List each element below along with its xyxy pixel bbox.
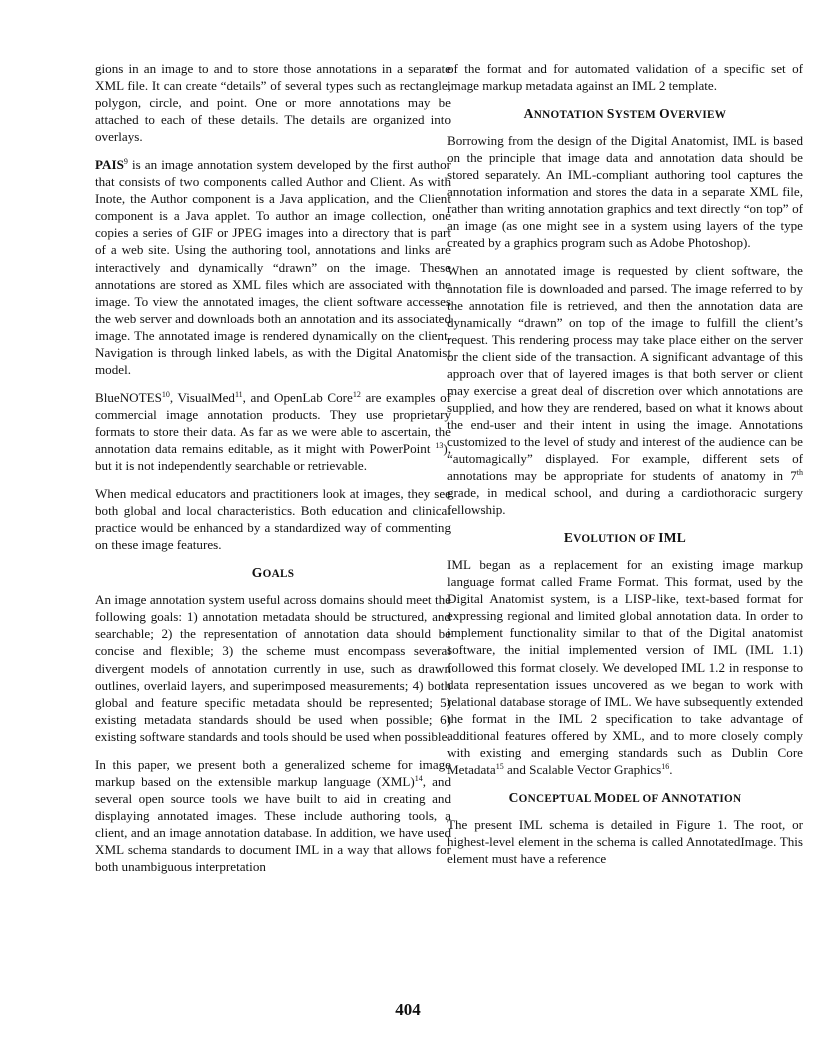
citation: 12: [352, 389, 361, 399]
paragraph: When an annotated image is requested by client software, the annotation file is downloaded and parsed. The image referred to by the annotation file is retrieved, and then the annotation data are dynamically “drawn” on top of the image to fulfill the client’s request. This rendering process may take place either on the server or the client side of the transaction. A significant advantage of this approach over that of layered images is that both server or client may exercise a great deal of discretion over which annotations are supplied, and how they are rendered, based on what it knows about the end-user and their intent in using the image. Annotations customized to the level of study and interest of the audience can be “automagically” displayed. For example, different sets of annotations may be appropriate for students of anatomy in 7th grade, in medical school, and during a cardiothoracic surgery fellowship.: [447, 263, 803, 518]
section-heading-evolution-of-iml: EVOLUTION OF IML: [563, 530, 687, 546]
citation: 13: [435, 440, 444, 450]
paragraph-goals: An image annotation system useful across domains should meet the following goals: 1) annotation metadata should be structured, and searchable; 2) the representation of annotation data should be concise and flexible; 3) the scheme must encompass several divergent models of annotation currently in use, such as drawn outlines, overlaid layers, and superimposed measurements; 4) both global and feature specific metadata should be represented; 5) existing metadata standards should be used when possible; 6) existing software standards and tools should be used when possible.: [95, 592, 451, 744]
paragraph: When medical educators and practitioners look at images, they see both global and local characteristics. Both education and clinical practice would be enhanced by a standardized way of commenting on these image features.: [95, 486, 451, 553]
superscript: th: [796, 468, 803, 478]
section-heading-conceptual-model: CONCEPTUAL MODEL OF ANNOTATION: [508, 789, 742, 805]
paragraph: The present IML schema is detailed in Figure 1. The root, or highest-level element in the schema is called AnnotatedImage. This element must have a reference: [447, 816, 803, 866]
paragraph: gions in an image to and to store those annotations in a separate XML file. It can create “details” of several types such as rectangle, polygon, circle, and point. One or more annotations may be attached to each of these details. The details are organized into overlays.: [95, 61, 451, 145]
citation: 14: [414, 773, 423, 783]
citation: 10: [161, 389, 170, 399]
section-heading-annotation-system-overview: ANNOTATION SYSTEM OVERVIEW: [523, 106, 727, 122]
pais-lead: PAIS: [95, 157, 124, 173]
right-column: [447, 60, 803, 878]
section-heading-goals: GOALS: [251, 565, 295, 581]
citation: 16: [661, 761, 670, 771]
paragraph: IML began as a replacement for an existing image markup language format called Frame Format. This format, used by the Digital Anatomist system, is a LISP-like, text-based format for expressing regional and limited global annotation data. In order to implement functionality similar to that of the Digital anatomist software, the initial implemented version of IML (IML 1.1) followed this format closely. We developed IML 1.2 in response to data representation issues uncovered as we began to work with relational database storage of IML. We have subsequently extended the format in the IML 2 specification to take advantage of additional features offered by XML, and to more closely comply with existing and emerging standards such as Dublin Core Metadata$^{15}$ and Scalable Vector Graphics$^{16}$.: [447, 557, 803, 777]
citation: 15: [495, 761, 504, 771]
page-number: 404: [395, 1000, 421, 1019]
left-column: [95, 60, 451, 886]
paragraph: Borrowing from the design of the Digital Anatomist, IML is based on the principle that image data and annotation data should be stored separately. An IML-compliant authoring tool captures the annotation information and stores the data in a separate XML file, rather than writing annotation graphics and text directly “on top” of an image (as one might see in a system using layers of the type created by a graphics program such as Adobe Photoshop).: [447, 133, 803, 251]
paragraph-commercial: BlueNOTES$^{10}$, VisualMed$^{11}$, and OpenLab Core$^{12}$ are examples of commercial image annotation products. They use proprietary formats to store their data. As far as we were able to ascertain, the annotation data remains editable, as it might with PowerPoint $^{13}$), but it is not independently searchable or retrievable.: [95, 389, 451, 474]
citation: 9: [123, 157, 128, 167]
paragraph: of the format and for automated validation of a specific set of image markup metadata against an IML 2 template.: [447, 61, 803, 94]
paragraph: In this paper, we present both a generalized scheme for image markup based on the extensible markup language (XML)$^{14}$, and several open source tools we have built to aid in creating and displaying annotated images. These include authoring tools, a client, and an image annotation database. In addition, we have used XML schema standards to document IML in a way that allows for both unambiguous interpretation: [95, 756, 451, 875]
citation: 11: [234, 389, 243, 399]
paragraph-pais: PAIS$^9$ is an image annotation system developed by the first author that consists of two components called Author and Client. As with Inote, the Author component is a Java application, and the Client component is a Java applet. To author an image collection, one copies a series of GIF or JPEG images into a directory that is part of a web site. Using the authoring tool, annotations and links are interactively and dynamically “drawn” on the image. These annotations are stored as XML files which are associated with the image. To view the annotated images, the client software accesses the web server and downloads both an annotation and its associated image. The annotated image is rendered dynamically on the client. Navigation is through linked labels, as with the Digital Anatomist model.: [95, 157, 451, 377]
